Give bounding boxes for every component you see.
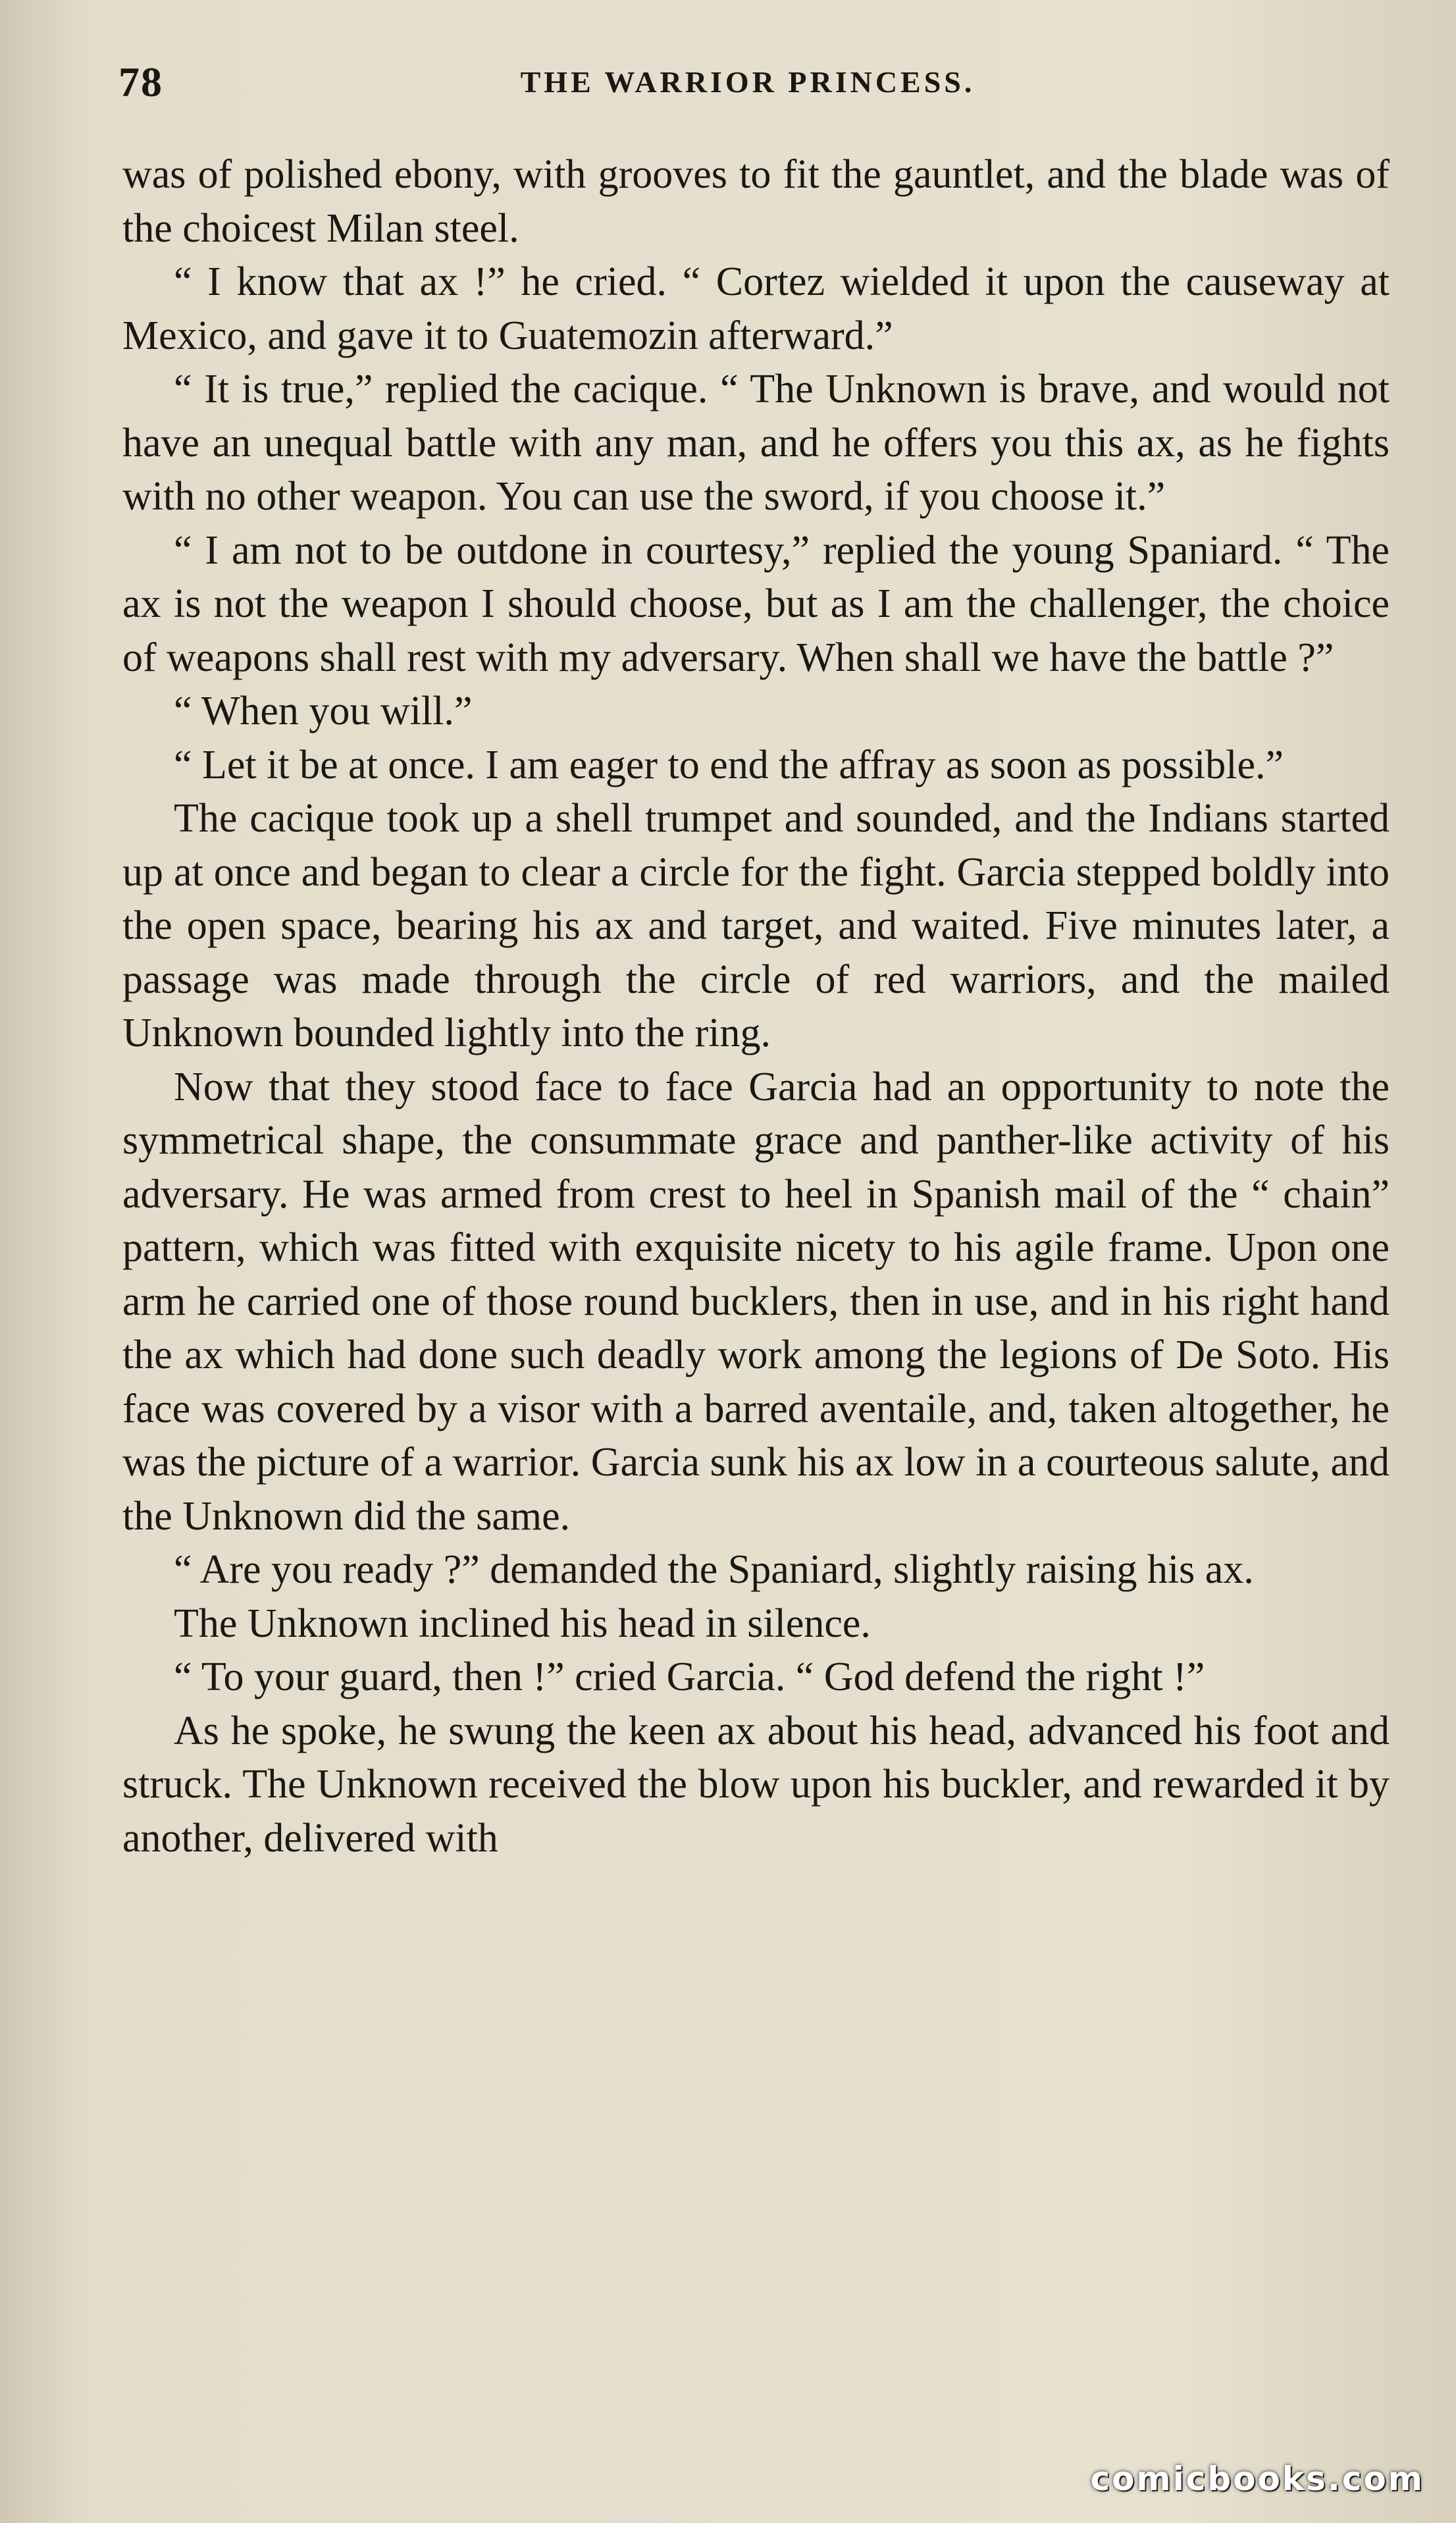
paragraph: The Unknown inclined his head in silence. (174, 1601, 871, 1646)
paragraph: The cacique took up a shell trumpet and sounded, and the Indians started up at once and began to clear a circle for the fight. Garcia stepped boldly into the open space, bearing his ax and target, and waited. Five minutes later, a passage was made through the circle of red warriors, and the mailed Unknown bounded lightly into the ring. (122, 796, 1390, 1055)
paragraph: “ When you will.” (174, 689, 473, 733)
paragraph: Now that they stood face to face Garcia had an opportunity to note the symmetrical shape, the consummate grace and panther-like activity of his adversary. He was armed from crest to heel in Spanish mail of the “ chain” pattern, which was fitted with exquisite nicety to his agile frame. Upon one arm he carried one of those round bucklers, then in use, and in his right hand the ax which had done such deadly work among the legions of De Soto. His face was covered by a visor with a barred aventaile, and, taken altogether, he was the picture of a warrior. Garcia sunk his ax low in a courteous salute, and the Unknown did the same. (122, 1064, 1390, 1539)
paragraph: As he spoke, he swung the keen ax about his head, advanced his foot and struck. The Unknown received the blow upon his buckler, and rewarded it by another, delivered with (122, 1708, 1390, 1861)
page-number: 78 (118, 59, 163, 105)
paragraph: “ Are you ready ?” demanded the Spaniard, slightly raising his ax. (174, 1547, 1254, 1592)
paragraph: “ I am not to be outdone in courtesy,” replied the young Spaniard. “ The ax is not the weapon I should choose, but as I am the challenger, the choice of weapons shall rest with my adversary. When shall we have the battle ?” (122, 527, 1390, 680)
paragraph: “ Let it be at once. I am eager to end the affray as soon as possible.” (174, 742, 1284, 787)
body-text (122, 148, 1390, 1865)
paragraph: “ It is true,” replied the cacique. “ The Unknown is brave, and would not have an unequal battle with any man, and he offers you this ax, as he fights with no other weapon. You can use the sword, if you choose it.” (122, 367, 1390, 519)
paragraph: “ To your guard, then !” cried Garcia. “ God defend the right !” (174, 1655, 1205, 1699)
page-header (118, 58, 1377, 111)
paragraph: was of polished ebony, with grooves to fit the gauntlet, and the blade was of the choicest Milan steel. (122, 152, 1390, 251)
running-title: THE WARRIOR PRINCESS. (520, 65, 975, 99)
paragraph: “ I know that ax !” he cried. “ Cortez wielded it upon the causeway at Mexico, and gave it to Guatemozin afterward.” (122, 259, 1390, 358)
watermark: comicbooks.com (1090, 2460, 1424, 2498)
